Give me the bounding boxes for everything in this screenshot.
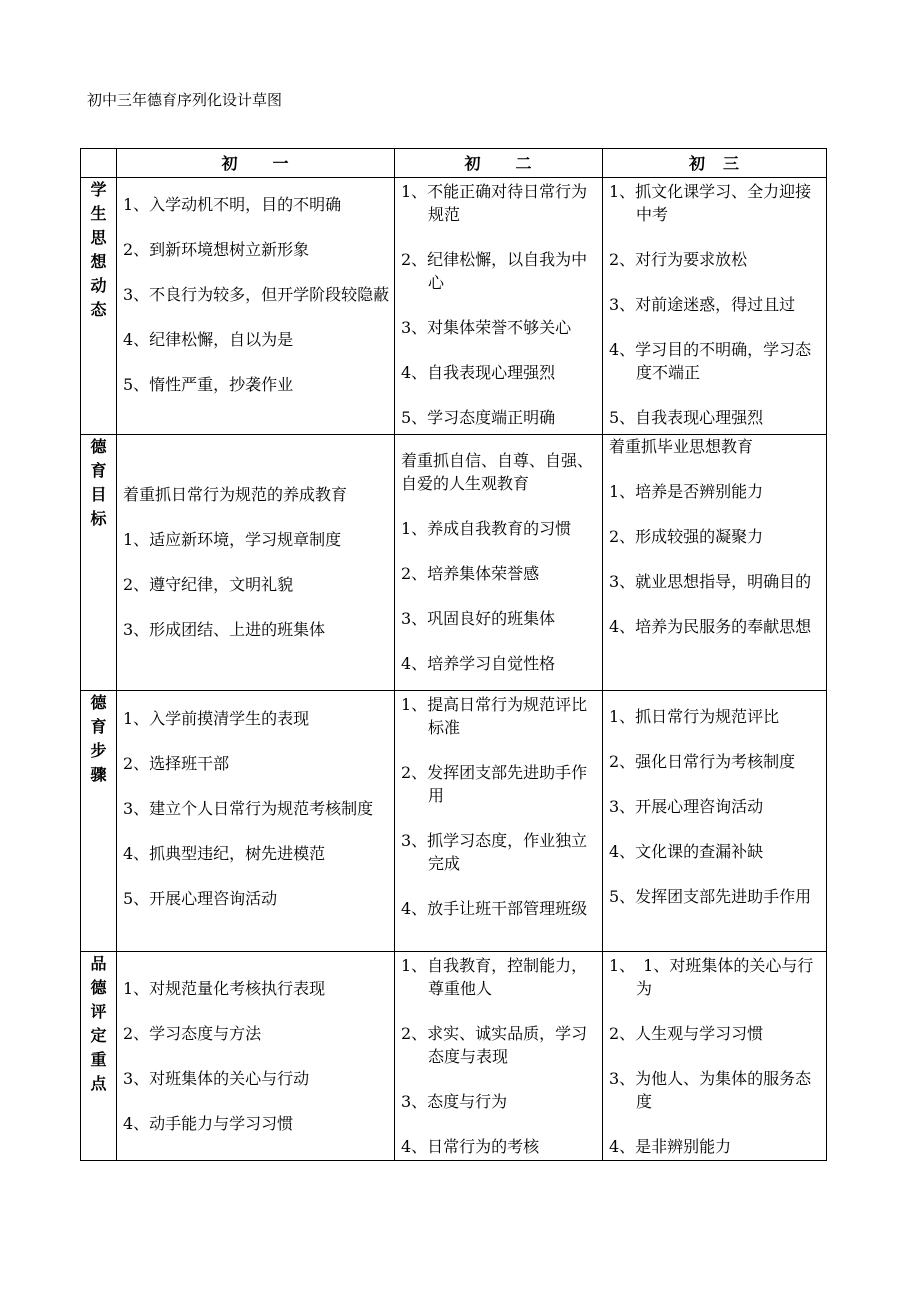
cell-grade3-goals (603, 435, 827, 691)
list-item: 2、人生观与学习习惯 (609, 1024, 764, 1043)
list-item: 4、日常行为的考核 (401, 1137, 540, 1156)
list-item: 2、遵守纪律，文明礼貌 (123, 575, 294, 594)
list-item: 2、对行为要求放松 (609, 250, 748, 269)
table-row (81, 952, 827, 1161)
list-item: 4、学习目的不明确，学习态度不端正 (609, 340, 812, 382)
list-item: 3、建立个人日常行为规范考核制度 (123, 799, 374, 818)
list-item: 5、发挥团支部先进助手作用 (609, 887, 812, 906)
list-item: 2、发挥团支部先进助手作用 (401, 763, 588, 805)
cell-grade2-evaluation (395, 952, 603, 1161)
list-item: 5、惰性严重，抄袭作业 (123, 375, 294, 394)
list-item: 2、强化日常行为考核制度 (609, 752, 796, 771)
list-item: 5、自我表现心理强烈 (609, 408, 764, 427)
cell-grade3-evaluation (603, 952, 827, 1161)
header-grade-2: 初 二 (395, 149, 603, 178)
moral-education-table (80, 148, 827, 1161)
list-item: 2、学习态度与方法 (123, 1024, 262, 1043)
list-item: 3、抓学习态度，作业独立完成 (401, 831, 588, 873)
list-item: 2、求实、诚实品质，学习态度与表现 (401, 1024, 588, 1066)
list-intro: 着重抓毕业思想教育 (609, 437, 754, 456)
list-item: 2、形成较强的凝聚力 (609, 527, 764, 546)
list-item: 2、选择班干部 (123, 754, 230, 773)
header-row (81, 149, 827, 178)
list-item: 3、不良行为较多，但开学阶段较隐蔽 (123, 285, 390, 304)
list-item: 4、抓典型违纪，树先进模范 (123, 844, 326, 863)
cell-grade3-steps (603, 691, 827, 952)
list-item: 3、对集体荣誉不够关心 (401, 318, 572, 337)
list-item: 4、放手让班干部管理班级 (401, 899, 588, 918)
list-intro: 着重抓日常行为规范的养成教育 (123, 485, 348, 504)
list-item: 3、对班集体的关心与行动 (123, 1069, 310, 1088)
list-item: 4、动手能力与学习习惯 (123, 1114, 294, 1133)
list-item: 3、对前途迷惑，得过且过 (609, 295, 796, 314)
list-item: 1、对规范量化考核执行表现 (123, 979, 326, 998)
row-label-moral-goals: 德育目标 (81, 435, 117, 691)
list-item: 1、不能正确对待日常行为规范 (401, 182, 588, 224)
table-row (81, 178, 827, 435)
cell-grade3-thoughts (603, 178, 827, 435)
list-item: 3、态度与行为 (401, 1092, 508, 1111)
list-item: 1、抓日常行为规范评比 (609, 707, 780, 726)
list-item: 4、是非辨别能力 (609, 1137, 732, 1156)
table-row (81, 435, 827, 691)
list-item: 3、形成团结、上进的班集体 (123, 620, 326, 639)
list-item: 1、适应新环境，学习规章制度 (123, 530, 342, 549)
list-intro: 着重抓自信、自尊、自强、自爱的人生观教育 (401, 451, 594, 493)
document-title: 初中三年德育序列化设计草图 (87, 91, 283, 109)
list-item: 4、纪律松懈，自以为是 (123, 330, 294, 349)
list-item: 2、培养集体荣誉感 (401, 564, 540, 583)
list-item: 1、养成自我教育的习惯 (401, 519, 572, 538)
table-row (81, 691, 827, 952)
cell-grade1-goals (117, 435, 395, 691)
list-item: 2、到新环境想树立新形象 (123, 240, 310, 259)
list-item: 3、为他人、为集体的服务态度 (609, 1069, 812, 1111)
list-item: 1、 1、对班集体的关心与行为 (609, 956, 814, 998)
list-item: 5、学习态度端正明确 (401, 408, 556, 427)
list-item: 4、文化课的查漏补缺 (609, 842, 764, 861)
list-item: 4、自我表现心理强烈 (401, 363, 556, 382)
list-item: 5、开展心理咨询活动 (123, 889, 278, 908)
list-item: 1、提高日常行为规范评比标准 (401, 695, 588, 737)
list-item: 3、巩固良好的班集体 (401, 609, 556, 628)
corner-cell (81, 149, 117, 178)
cell-grade2-steps (395, 691, 603, 952)
list-item: 1、培养是否辨别能力 (609, 482, 764, 501)
list-item: 1、抓文化课学习、全力迎接中考 (609, 182, 812, 224)
list-item: 1、入学前摸清学生的表现 (123, 709, 310, 728)
row-label-moral-steps: 德育步骤 (81, 691, 117, 952)
row-label-evaluation-focus: 品德评定重点 (81, 952, 117, 1161)
header-grade-1: 初 一 (117, 149, 395, 178)
list-item: 4、培养学习自觉性格 (401, 654, 556, 673)
list-item: 3、就业思想指导，明确目的 (609, 572, 812, 591)
header-grade-3: 初 三 (603, 149, 827, 178)
cell-grade1-evaluation (117, 952, 395, 1161)
row-label-student-thoughts: 学生思想动态 (81, 178, 117, 435)
cell-grade1-steps (117, 691, 395, 952)
list-item: 1、自我教育，控制能力，尊重他人 (401, 956, 588, 998)
list-item: 1、入学动机不明，目的不明确 (123, 195, 342, 214)
list-item: 2、纪律松懈，以自我为中心 (401, 250, 588, 292)
list-item: 4、培养为民服务的奉献思想 (609, 617, 812, 636)
cell-grade2-thoughts (395, 178, 603, 435)
cell-grade1-thoughts (117, 178, 395, 435)
list-item: 3、开展心理咨询活动 (609, 797, 764, 816)
cell-grade2-goals (395, 435, 603, 691)
